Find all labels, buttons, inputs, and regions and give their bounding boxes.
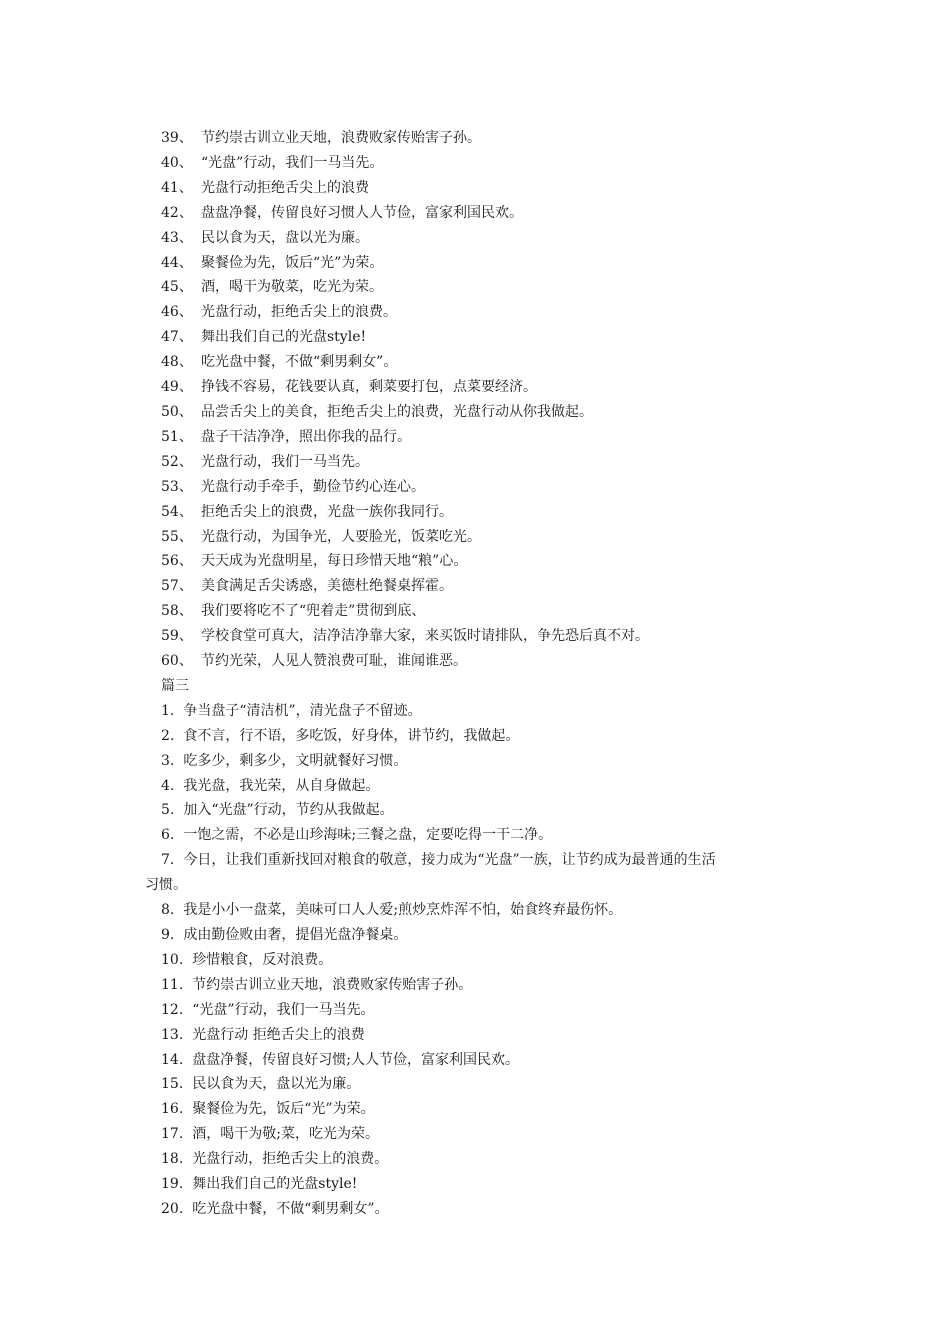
slogan-list-section-three xyxy=(145,699,825,1222)
list-item-number: 19. xyxy=(161,1176,184,1193)
list-item-text: 民以食为天，盘以光为廉。 xyxy=(192,1076,361,1093)
list-item-text: 光盘行动，拒绝舌尖上的浪费。 xyxy=(201,304,397,321)
list-item-number: 6. xyxy=(161,827,175,844)
list-item-text: 节约光荣，人见人赞浪费可耻，谁闻谁恶。 xyxy=(201,653,467,670)
list-item-text: 光盘行动 拒绝舌尖上的浪费 xyxy=(192,1026,365,1043)
list-item-number: 60、 xyxy=(161,653,193,670)
list-item-number: 42、 xyxy=(161,204,193,221)
list-item-text: 吃多少，剩多少，文明就餐好习惯。 xyxy=(183,752,408,769)
list-item-text: 节约崇古训立业天地，浪费败家传贻害子孙。 xyxy=(201,130,481,146)
list-item-number: 40、 xyxy=(161,154,193,171)
section-title: 篇三 xyxy=(161,677,189,694)
list-item xyxy=(145,948,825,973)
list-item xyxy=(145,998,825,1023)
list-item xyxy=(145,350,825,375)
list-item-text: 光盘行动，拒绝舌尖上的浪费。 xyxy=(192,1151,389,1168)
list-item-number: 45、 xyxy=(161,279,193,296)
list-item-text: 吃光盘中餐，不做“剩男剩女”。 xyxy=(192,1200,389,1217)
list-item-number: 8. xyxy=(161,902,175,919)
list-item-text: 我是小小一盘菜，美味可口人人爱;煎炒烹炸浑不怕，始食终弃最伤怀。 xyxy=(183,902,623,919)
list-item-text: 拒绝舌尖上的浪费，光盘一族你我同行。 xyxy=(201,503,453,520)
list-item-number: 5. xyxy=(161,802,175,819)
list-item-number: 1. xyxy=(161,702,175,719)
list-item xyxy=(145,300,825,325)
list-item xyxy=(145,1097,825,1122)
list-item-number: 41、 xyxy=(161,179,193,196)
list-item xyxy=(145,973,825,998)
list-item-text: 酒，喝干为敬菜，吃光为荣。 xyxy=(201,279,383,296)
list-item-number: 49、 xyxy=(161,379,193,396)
list-item xyxy=(145,923,825,948)
list-item-number: 2. xyxy=(161,727,175,744)
list-item xyxy=(145,649,825,674)
list-item xyxy=(145,798,825,823)
list-item-number: 54、 xyxy=(161,503,193,520)
list-item-text: 光盘行动手牵手，勤俭节约心连心。 xyxy=(201,478,425,495)
slogan-list-continued xyxy=(145,126,825,674)
list-item-text: 盘盘净餐，传留良好习惯;人人节俭，富家利国民欢。 xyxy=(192,1051,519,1068)
list-item-number: 17. xyxy=(161,1126,184,1143)
list-item-number: 16. xyxy=(161,1101,184,1118)
list-item xyxy=(145,774,825,799)
list-item-number: 57、 xyxy=(161,578,193,595)
list-item-number: 50、 xyxy=(161,403,193,420)
list-item xyxy=(145,251,825,276)
list-item xyxy=(145,325,825,350)
list-item-number: 43、 xyxy=(161,229,193,246)
list-item-text: 食不言，行不语，多吃饭，好身体，讲节约，我做起。 xyxy=(183,727,520,744)
list-item-number: 11. xyxy=(161,976,184,993)
list-item-number: 48、 xyxy=(161,354,193,371)
list-item-text: 光盘行动，我们一马当先。 xyxy=(201,453,369,470)
list-item xyxy=(145,425,825,450)
list-item-number: 46、 xyxy=(161,304,193,321)
list-item-text: 聚餐俭为先，饭后“光”为荣。 xyxy=(192,1101,375,1118)
list-item-text: 挣钱不容易，花钱要认真，剩菜要打包，点菜要经济。 xyxy=(201,379,537,396)
list-item xyxy=(145,176,825,201)
list-item xyxy=(145,375,825,400)
list-item-number: 9. xyxy=(161,927,175,943)
list-item xyxy=(145,699,825,724)
list-item-number: 52、 xyxy=(161,453,193,470)
list-item-number: 53、 xyxy=(161,478,193,495)
list-item xyxy=(145,823,825,848)
list-item-text: 光盘行动拒绝舌尖上的浪费 xyxy=(201,179,369,196)
list-item-number: 4. xyxy=(161,777,175,794)
list-item xyxy=(145,848,825,898)
list-item xyxy=(145,574,825,599)
list-item-number: 13. xyxy=(161,1026,184,1043)
document-body xyxy=(145,126,825,1222)
list-item-text: 聚餐俭为先，饭后“光”为荣。 xyxy=(201,254,384,271)
list-item-text: 酒，喝干为敬;菜，吃光为荣。 xyxy=(192,1126,379,1143)
list-item xyxy=(145,226,825,251)
list-item xyxy=(145,599,825,624)
list-item-text: 今日，让我们重新找回对粮食的敬意，接力成为“光盘”一族，让节约成为最普通的生活 xyxy=(183,852,716,869)
list-item-text: 舞出我们自己的光盘style! xyxy=(201,329,367,346)
list-item-text: 成由勤俭败由奢，提倡光盘净餐桌。 xyxy=(183,927,408,943)
list-item-text: 节约崇古训立业天地，浪费败家传贻害子孙。 xyxy=(192,976,473,993)
list-item xyxy=(145,1072,825,1097)
list-item-text: 民以食为天，盘以光为廉。 xyxy=(201,229,369,246)
list-item xyxy=(145,1048,825,1073)
list-item-text: 盘子干洁净净，照出你我的品行。 xyxy=(201,428,411,445)
list-item xyxy=(145,624,825,649)
list-item-text: 珍惜粮食，反对浪费。 xyxy=(192,951,333,968)
list-item-text: “光盘”行动，我们一马当先。 xyxy=(201,154,384,171)
list-item xyxy=(145,549,825,574)
list-item-number: 47、 xyxy=(161,329,193,346)
list-item-number: 44、 xyxy=(161,254,193,271)
list-item xyxy=(145,201,825,226)
list-item xyxy=(145,749,825,774)
list-item xyxy=(145,724,825,749)
list-item-text: “光盘”行动，我们一马当先。 xyxy=(192,1001,375,1018)
list-item-number: 59、 xyxy=(161,628,193,645)
list-item-number: 51、 xyxy=(161,428,193,445)
list-item xyxy=(145,275,825,300)
list-item xyxy=(145,400,825,425)
list-item xyxy=(145,1122,825,1147)
list-item-text: 学校食堂可真大，洁净洁净靠大家，来买饭时请排队，争先恐后真不对。 xyxy=(201,628,649,645)
list-item-number: 56、 xyxy=(161,553,193,570)
list-item-text: 美食满足舌尖诱惑，美德杜绝餐桌挥霍。 xyxy=(201,578,453,595)
list-item xyxy=(145,1197,825,1222)
list-item xyxy=(145,1023,825,1048)
list-item xyxy=(145,500,825,525)
list-item-number: 39、 xyxy=(161,130,193,146)
list-item-number: 15. xyxy=(161,1076,184,1093)
list-item-number: 18. xyxy=(161,1151,184,1168)
list-item-text: 品尝舌尖上的美食，拒绝舌尖上的浪费，光盘行动从你我做起。 xyxy=(201,403,593,420)
list-item-text: 光盘行动，为国争光，人要脸光，饭菜吃光。 xyxy=(201,528,481,545)
list-item xyxy=(145,450,825,475)
list-item xyxy=(145,151,825,176)
list-item xyxy=(145,1172,825,1197)
list-item xyxy=(145,525,825,550)
list-item-number: 55、 xyxy=(161,528,193,545)
list-item xyxy=(145,898,825,923)
list-item-text: 我们要将吃不了“兜着走”贯彻到底、 xyxy=(201,603,426,620)
list-item-text: 我光盘，我光荣，从自身做起。 xyxy=(183,777,380,794)
list-item-text: 盘盘净餐，传留良好习惯人人节俭，富家利国民欢。 xyxy=(201,204,523,221)
list-item-text: 吃光盘中餐，不做“剩男剩女”。 xyxy=(201,354,398,371)
list-item-number: 58、 xyxy=(161,603,193,620)
list-item-number: 3. xyxy=(161,752,175,769)
list-item-number: 12. xyxy=(161,1001,184,1018)
list-item-text: 一饱之需，不必是山珍海味;三餐之盘，定要吃得一干二净。 xyxy=(183,827,553,844)
list-item-text: 天天成为光盘明星，每日珍惜天地“粮”心。 xyxy=(201,553,468,570)
list-item-text: 争当盘子“清洁机”，清光盘子不留迹。 xyxy=(183,702,422,719)
list-item-number: 14. xyxy=(161,1051,184,1068)
list-item-number: 10. xyxy=(161,951,184,968)
list-item-number: 20. xyxy=(161,1200,184,1217)
list-item xyxy=(145,126,825,151)
list-item-text: 舞出我们自己的光盘style! xyxy=(192,1176,358,1193)
list-item-text-continuation: 习惯。 xyxy=(145,877,187,894)
list-item-text: 加入“光盘”行动，节约从我做起。 xyxy=(183,802,394,819)
list-item xyxy=(145,1147,825,1172)
list-item xyxy=(145,475,825,500)
list-item-number: 7. xyxy=(161,852,175,869)
